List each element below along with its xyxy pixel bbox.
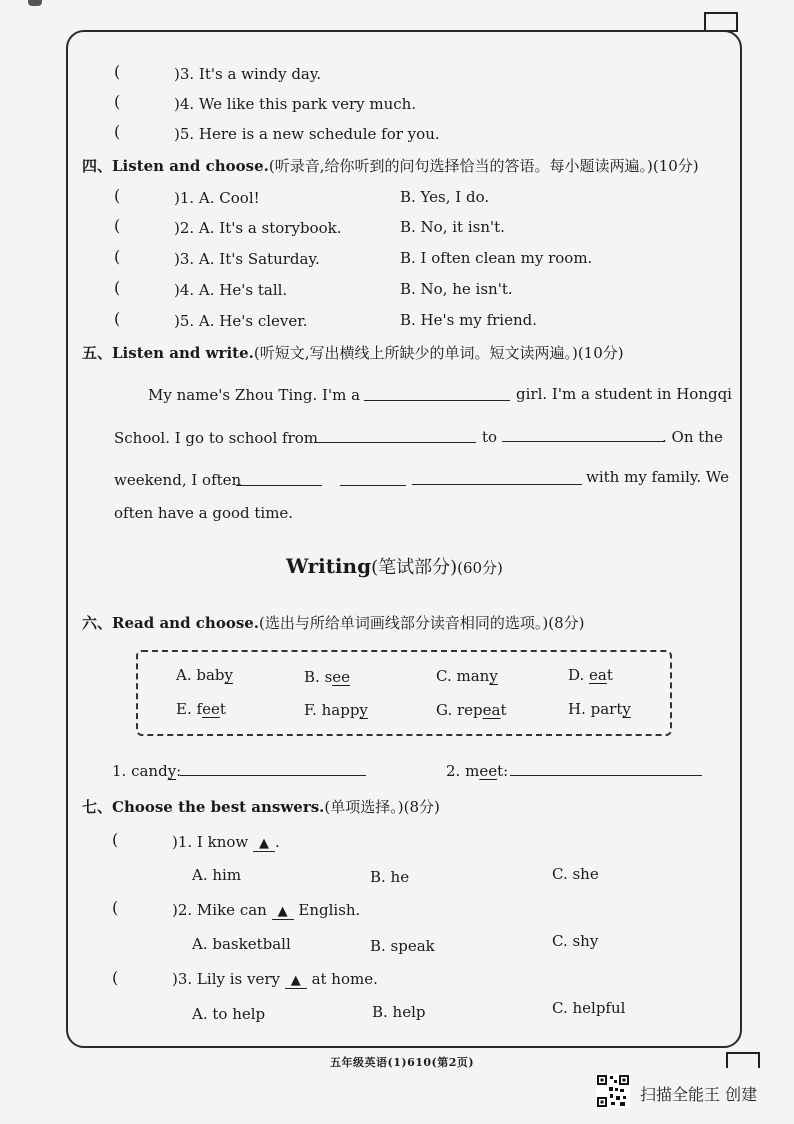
option-b: B. No, he isn't. [400,280,513,298]
answer-blank[interactable] [314,441,476,443]
word-option: C. many [436,667,498,685]
answer-blank[interactable] [502,440,664,442]
option-b: B. He's my friend. [400,311,537,329]
question-text: )4. We like this park very much. [174,95,417,113]
answer-paren: ( [114,247,121,266]
passage-text: often have a good time. [114,504,294,522]
option-a: )1. A. Cool! [174,189,260,207]
passage-text: to [482,428,498,446]
question-stem: )2. Mike can ▲ English. [172,901,361,919]
triangle-icon: ▲ [272,904,294,920]
word-option-box [136,650,672,736]
answer-blank[interactable] [412,483,582,485]
option-a: )4. A. He's tall. [174,281,288,299]
answer-paren: ( [112,898,119,917]
writing-points: (60分) [457,559,503,577]
answer-blank[interactable] [236,484,322,486]
page-frame [66,30,742,1048]
question-text: )3. It's a windy day. [174,65,322,83]
choice-a: A. basketball [192,935,291,953]
question-candy: 1. candy: [112,762,182,780]
answer-paren: ( [114,216,121,235]
triangle-icon: ▲ [285,973,307,989]
section-4-heading [82,155,699,176]
word-option: A. baby [176,666,234,684]
answer-paren: ( [112,830,119,849]
section-title: 七、Choose the best answers. [82,798,325,816]
choice-c: C. she [552,865,599,883]
passage-text: with my family. We [586,468,729,486]
section-5-heading [82,342,624,363]
option-b: B. I often clean my room. [400,249,593,267]
writing-title [286,553,503,579]
page-footer: 五年级英语(1)610(第2页) [330,1056,475,1069]
section-7-heading [82,796,440,817]
section-title: 四、Listen and choose. [82,157,269,175]
passage-text: girl. I'm a student in Hongqi [516,385,732,403]
choice-a: A. to help [192,1005,266,1023]
scanner-watermark: 扫描全能王 创建 [640,1085,758,1104]
word-option: B. see [304,668,351,686]
answer-paren: ( [114,122,121,141]
option-b: B. Yes, I do. [400,188,490,206]
writing-title-cn: (笔试部分) [371,557,458,578]
qr-code-icon [596,1074,630,1108]
section-instruction: (听短文,写出横线上所缺少的单词。短文读两遍。)(10分) [253,344,624,362]
answer-paren: ( [114,62,121,81]
option-a: )2. A. It's a storybook. [174,219,342,237]
choice-b: B. speak [370,937,435,955]
answer-paren: ( [112,968,119,987]
answer-paren: ( [114,278,121,297]
option-a: )5. A. He's clever. [174,312,308,330]
answer-paren: ( [114,92,121,111]
option-a: )3. A. It's Saturday. [174,250,320,268]
word-option: E. feet [176,700,226,718]
writing-title-en: Writing [286,554,372,578]
passage-text: My name's Zhou Ting. I'm a [148,386,361,404]
section-instruction: (选出与所给单词画线部分读音相同的选项。)(8分) [259,614,585,632]
passage-text: weekend, I often [114,471,242,489]
answer-blank[interactable] [180,774,366,776]
choice-c: C. helpful [552,999,626,1017]
passage-text: . On the [662,428,723,446]
section-title: 五、Listen and write. [82,344,254,362]
section-title: 六、Read and choose. [82,614,260,632]
word-option: F. happy [304,701,368,719]
page-mark [28,0,42,6]
section-6-heading [82,612,585,633]
corner-bracket [726,1052,760,1068]
corner-box [704,12,738,32]
word-option: G. repeat [436,701,507,719]
word-option: D. eat [568,666,613,684]
answer-blank[interactable] [340,484,406,486]
choice-b: B. he [370,868,410,886]
question-stem: )1. I know ▲ . [172,833,280,851]
section-instruction: (单项选择。)(8分) [324,798,440,816]
word-option: H. party [568,700,631,718]
choice-c: C. shy [552,932,599,950]
option-b: B. No, it isn't. [400,218,505,236]
passage-text: School. I go to school from [114,429,319,447]
answer-paren: ( [114,186,121,205]
answer-paren: ( [114,309,121,328]
answer-blank[interactable] [364,399,510,401]
question-stem: )3. Lily is very ▲ at home. [172,970,378,988]
answer-blank[interactable] [510,774,702,776]
question-meet: 2. meet: [446,762,509,780]
triangle-icon: ▲ [253,836,275,852]
section-instruction: (听录音,给你听到的问句选择恰当的答语。每小题读两遍。)(10分) [268,157,699,175]
choice-a: A. him [192,866,242,884]
question-text: )5. Here is a new schedule for you. [174,125,440,143]
choice-b: B. help [372,1003,426,1021]
